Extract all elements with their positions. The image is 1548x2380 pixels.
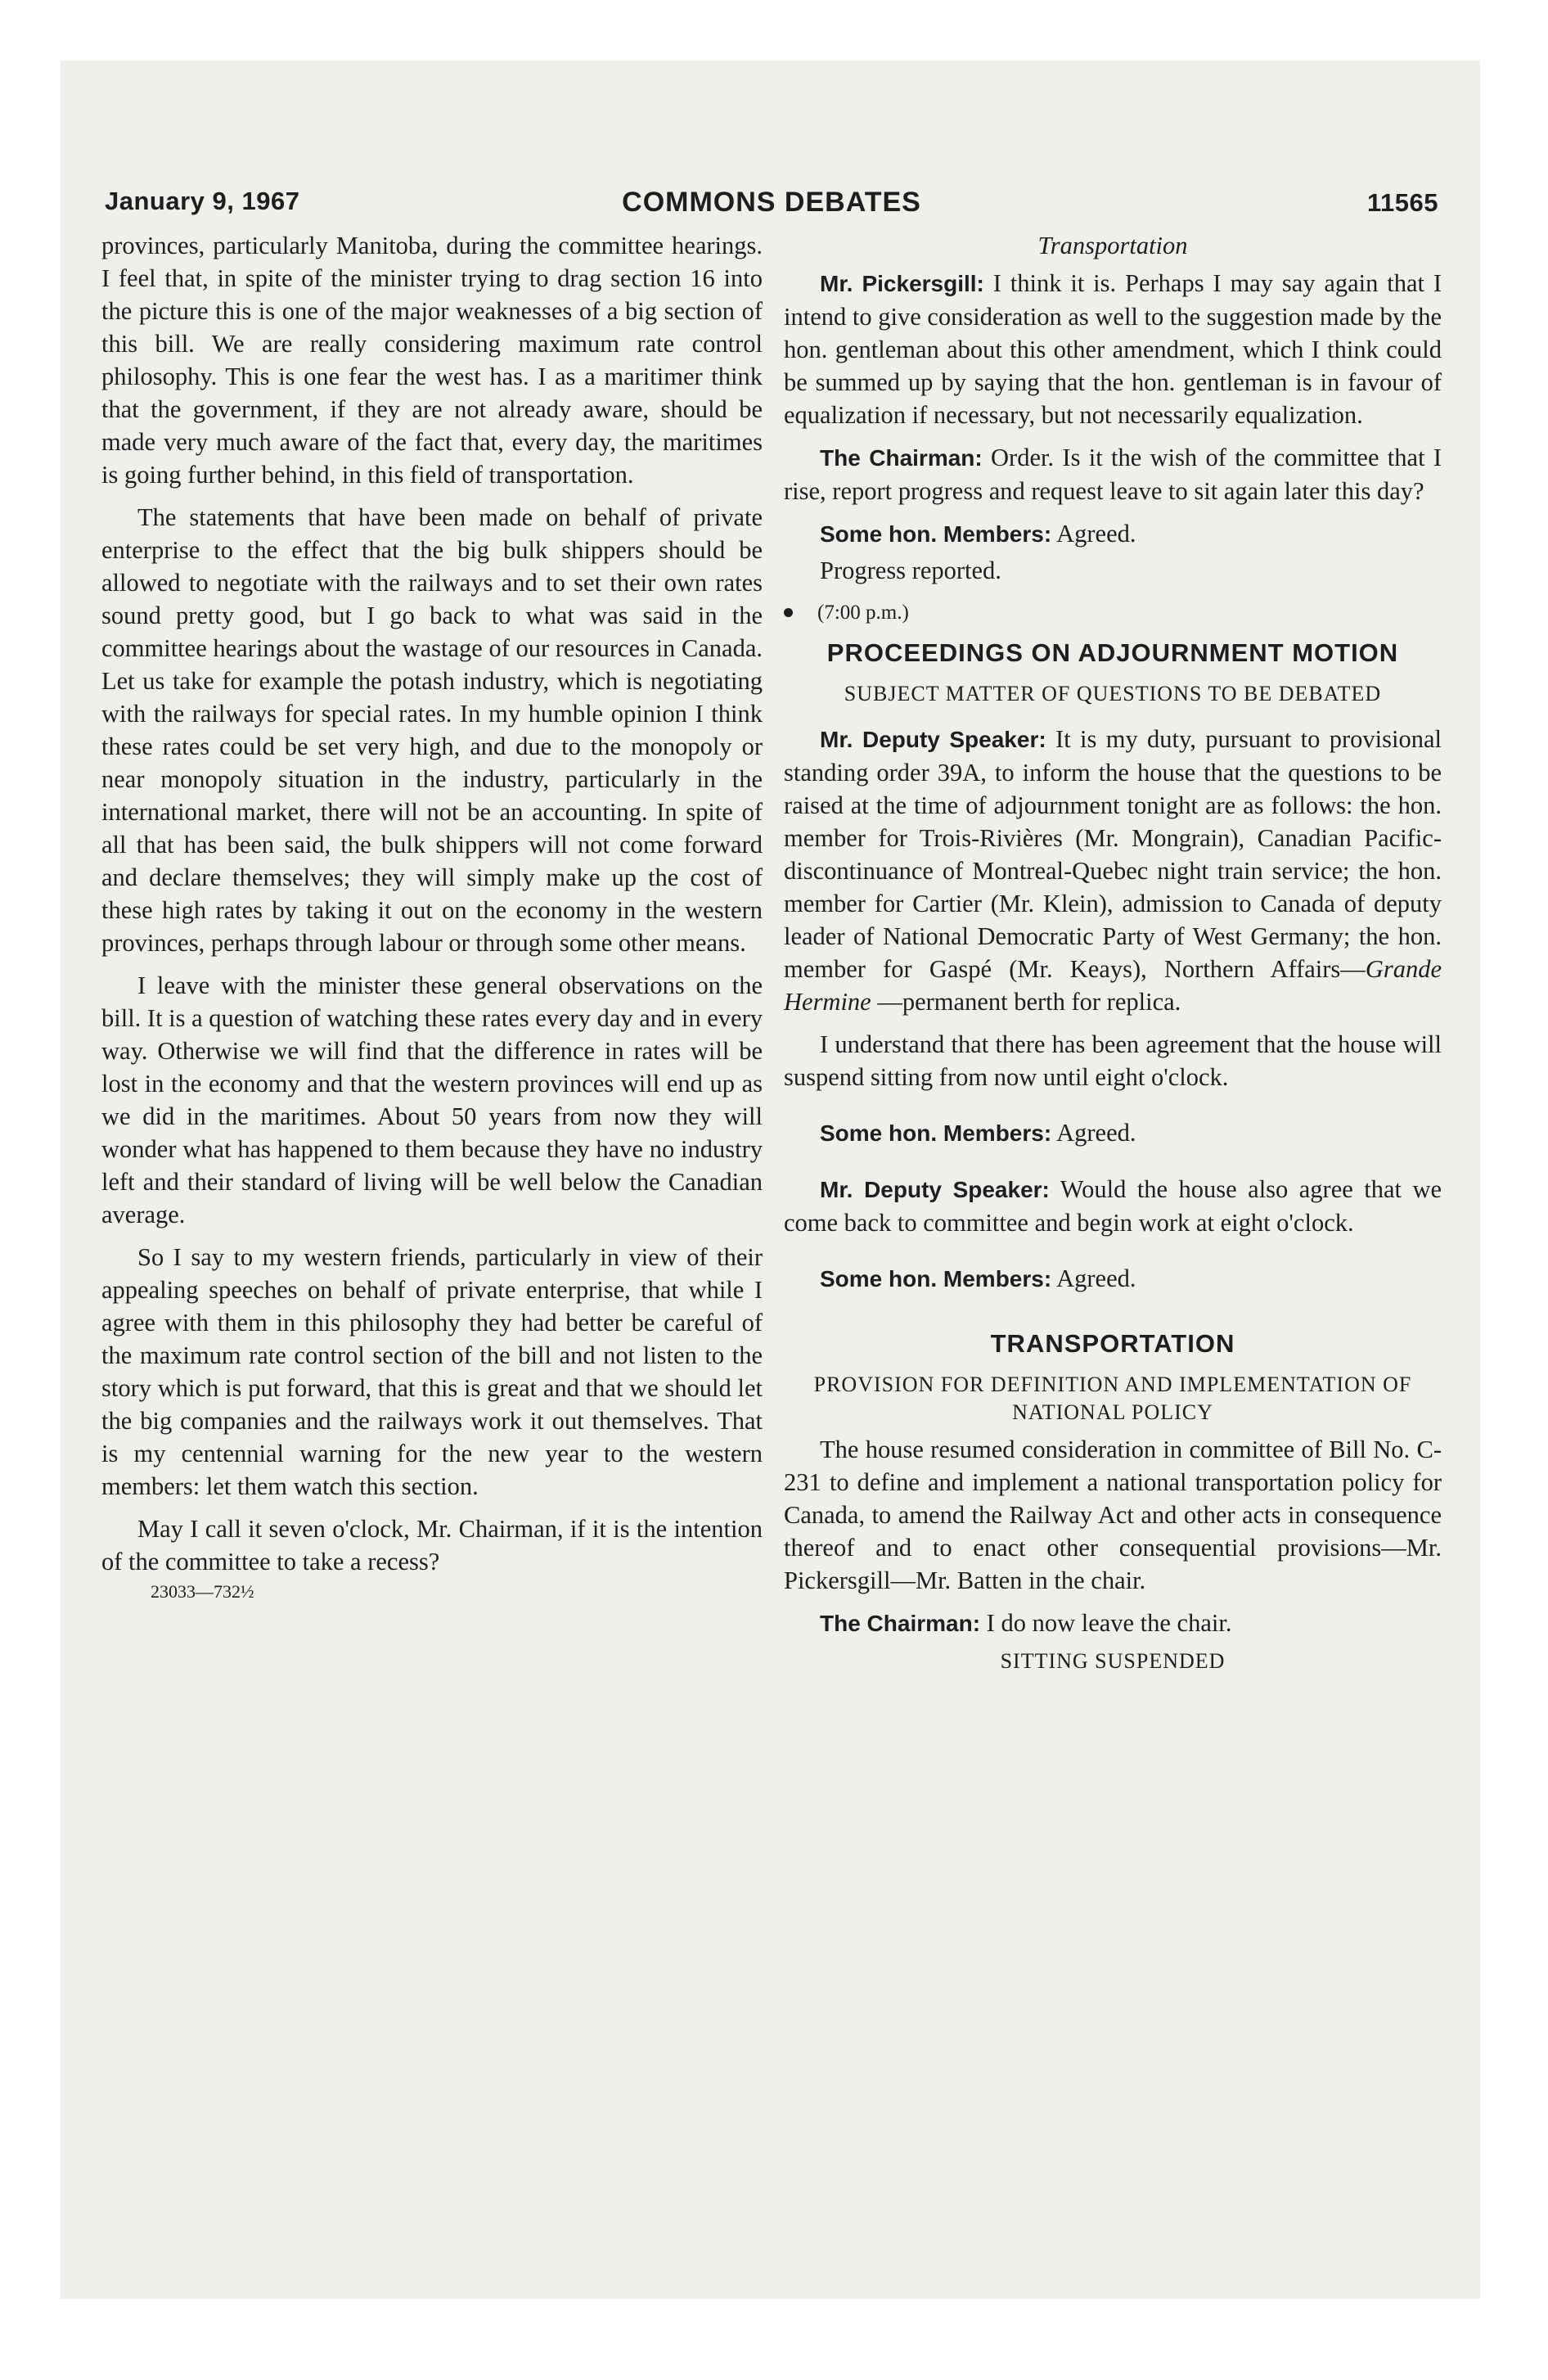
speech-members-2 — [784, 1116, 1442, 1150]
ship-name: Grande Hermine — [784, 955, 1442, 1016]
page-header — [105, 187, 1438, 228]
speech-chairman — [784, 441, 1442, 507]
speaker-name: Mr. Pickersgill: — [820, 271, 984, 296]
print-footnote: 23033—732½ — [151, 1581, 254, 1602]
speaker-name: Mr. Deputy Speaker: — [820, 727, 1046, 752]
heading-transportation: TRANSPORTATION — [990, 1329, 1235, 1358]
section-label: Transportation — [1037, 232, 1188, 259]
speaker-name: The Chairman: — [820, 445, 983, 471]
paragraph-observations: I leave with the minister these general observations on the bill. It is a question of watching these rates every day and in every way. Otherwise we will find that the difference in rates will be lost in the economy and that the western provinces will end up as we did in the maritimes. About 50 years from now they will wonder what has happened to them because they have no industry left and their standard of living will be well below the Canadian average. — [101, 971, 763, 1228]
speech-text: Agreed. — [1056, 1119, 1136, 1147]
speaker-name: Mr. Deputy Speaker: — [820, 1177, 1050, 1202]
paragraph-private-enterprise: The statements that have been made on behalf of private enterprise to the effect that the big bulk shippers should be allowed to negotiate with the railways and to set their own rates sound pretty good, but I go back to what was said in the committee hearings about the wastage of our resources in Canada. Let us take for example the potash industry, which is negotiating with the railways for special rates. In my humble opinion I think these rates could be set very high, and due to the monopoly or near monopoly situation in the industry, particularly in the international market, there will not be an accounting. In spite of all that has been said, the bulk shippers will not come forward and declare themselves; they will simply make up the cost of these high rates by taking it out on the economy in the western provinces, perhaps through labour or through some other means. — [101, 503, 763, 957]
subheading-questions: SUBJECT MATTER OF QUESTIONS TO BE DEBATED — [844, 682, 1382, 705]
time-marker — [784, 597, 1442, 629]
speech-text: Agreed. — [1056, 520, 1136, 548]
speaker-name: Some hon. Members: — [820, 1120, 1052, 1146]
speech-members — [784, 517, 1442, 551]
paragraph-recess: May I call it seven o'clock, Mr. Chairman, if it is the intention of the committee to take a recess? — [101, 1515, 763, 1575]
sitting-suspended: SITTING SUSPENDED — [1000, 1649, 1226, 1673]
progress-reported: Progress reported. — [820, 557, 1001, 584]
speaker-name: The Chairman: — [820, 1611, 981, 1636]
speech-text: It is my duty, pursuant to provisional standing order 39A, to inform the house that the questions to be raised at the time of adjournment tonight are as follows: the hon. member for Trois-Rivières (Mr. Mongrain), Canadian Pacific-discontinuance of Montreal-Quebec night train service; the hon. member for Cartier (Mr. Klein), admission to Canada of deputy leader of National Democratic Party of West Germany; the hon. member for Gaspé (Mr. Keays), Northern Affairs— — [784, 725, 1442, 983]
paragraph-western-friends: So I say to my western friends, particularly in view of their appealing speeches on behalf of private enterprise, that while I agree with them in this philosophy they had better be careful of the maximum rate control section of the bill and not listen to the story which is put forward, that this is great and that we should let the big companies and the railways work it out themselves. That is my centennial warning for the new year to the western members: let them watch this section. — [101, 1243, 763, 1500]
speech-members-3 — [784, 1262, 1442, 1296]
header-title: COMMONS DEBATES — [622, 187, 921, 218]
bullet-dot-icon — [784, 608, 793, 617]
header-date: January 9, 1967 — [105, 187, 300, 215]
subheading-provision: PROVISION FOR DEFINITION AND IMPLEMENTATION OF NATIONAL POLICY — [813, 1373, 1412, 1424]
right-column — [784, 229, 1442, 1678]
speaker-name: Some hon. Members: — [820, 1266, 1052, 1291]
paragraph-resumed: The house resumed consideration in committee of Bill No. C-231 to define and implement a national transportation policy for Canada, to amend the Railway Act and other acts in consequence thereof and to enact other consequential provisions—Mr. Pickersgill—Mr. Batten in the chair. — [784, 1436, 1442, 1594]
paragraph-continued: provinces, particularly Manitoba, during the committee hearings. I feel that, in spite of the minister trying to drag section 16 into the picture this is one of the major weaknesses of a big section of this bill. We are really considering maximum rate control philosophy. This is one fear the west has. I as a maritimer think that the government, if they are not already aware, should be made very much aware of the fact that, every day, the maritimes is going further behind, in this field of transportation. — [101, 232, 763, 489]
page-number: 11565 — [1367, 188, 1438, 217]
speech-text: Agreed. — [1056, 1264, 1136, 1292]
time-text: (7:00 p.m.) — [817, 602, 909, 624]
speech-text: I think it is. Perhaps I may say again that I intend to give consideration as well to the suggestion made by the hon. gentleman about this other amendment, which I think could be summed up by saying that the hon. gentleman is in favour of equalization if necessary, but not necessarily equalization. — [784, 269, 1442, 429]
speaker-name: Some hon. Members: — [820, 521, 1052, 547]
speech-chairman-2 — [784, 1607, 1442, 1640]
speech-text: Would the house also agree that we come back to committee and begin work at eight o'clock. — [784, 1175, 1442, 1237]
heading-adjournment: PROCEEDINGS ON ADJOURNMENT MOTION — [826, 638, 1399, 667]
speech-text: Order. Is it the wish of the committee that I rise, report progress and request leave to sit again later this day? — [784, 444, 1442, 505]
speech-text: I do now leave the chair. — [986, 1609, 1232, 1637]
speech-deputy-speaker-2 — [784, 1173, 1442, 1239]
left-column — [101, 229, 763, 1604]
paragraph-understand: I understand that there has been agreement that the house will suspend sitting from now until eight o'clock. — [784, 1030, 1442, 1091]
speech-deputy-speaker — [784, 723, 1442, 1018]
speech-pickersgill — [784, 267, 1442, 431]
speech-text-end: —permanent berth for replica. — [877, 988, 1181, 1016]
